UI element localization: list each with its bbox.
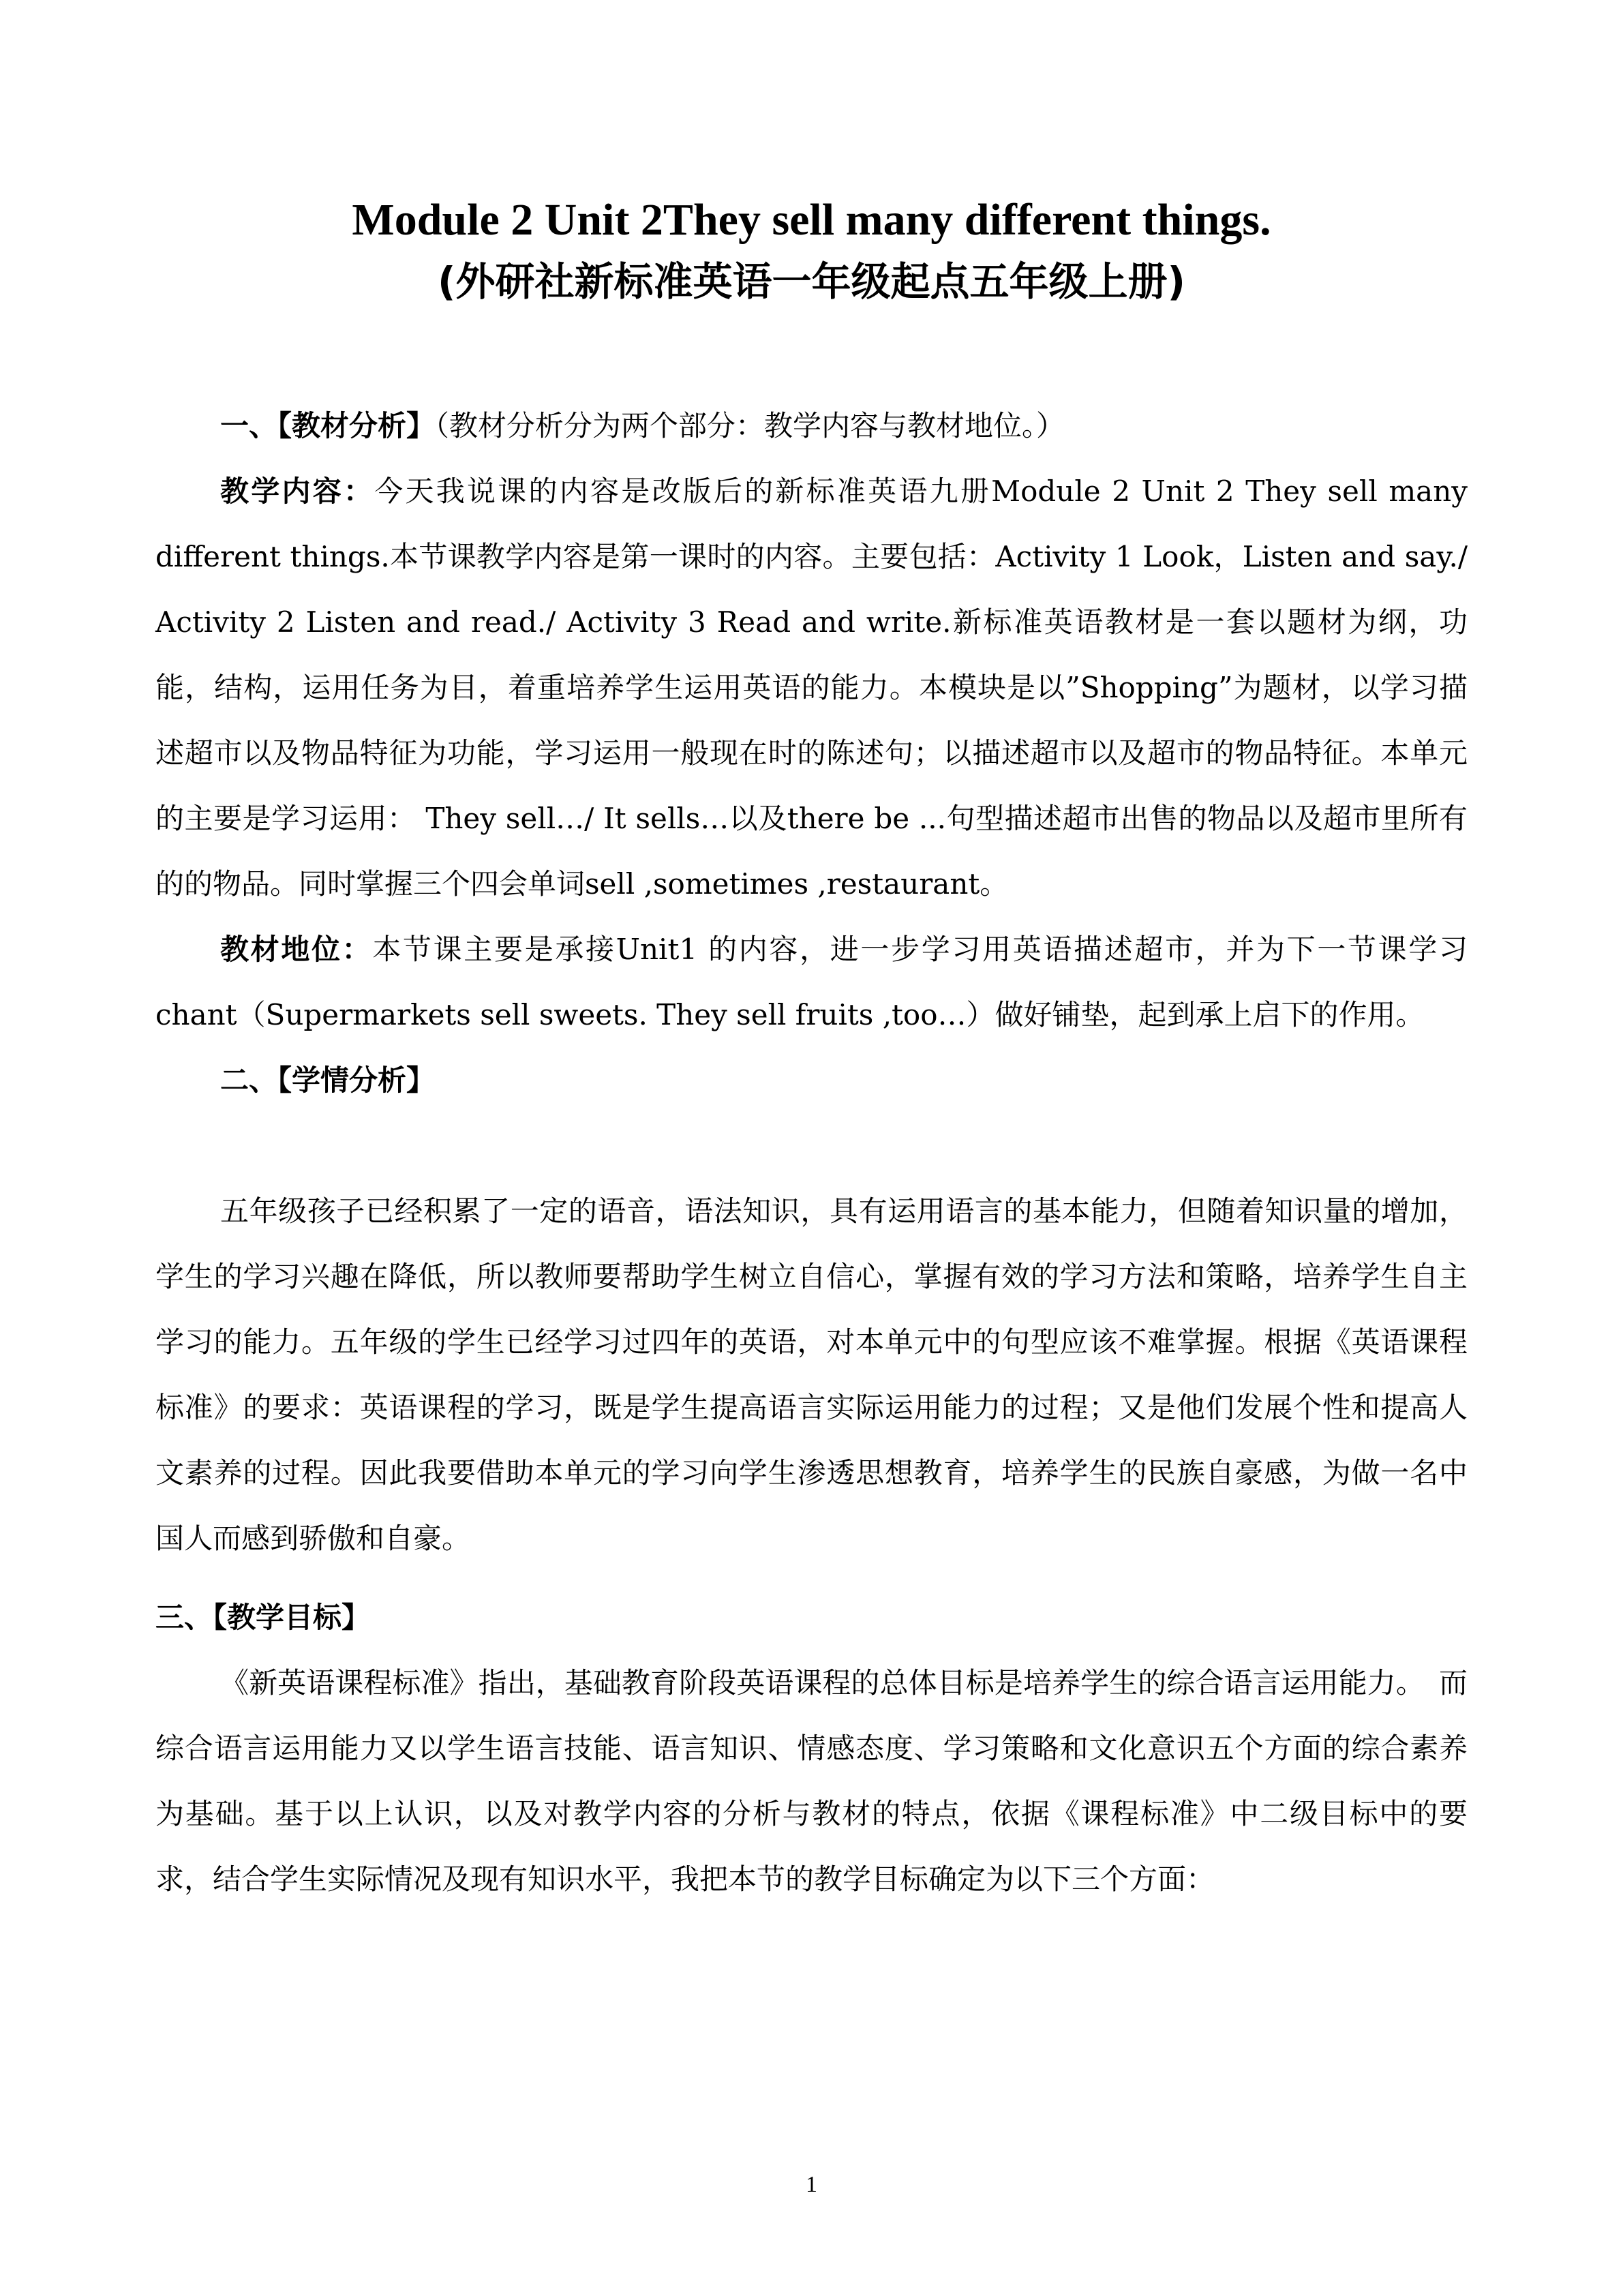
teaching-content-text: 今天我说课的内容是改版后的新标准英语九册Module 2 Unit 2 They sell many different things.本节课教学内容是第一课时的内容。主要包括：Activity 1 Look，Listen and say./ Activity 2 Listen and read./ Activity 3 Read and write.新标准英语教材是一套以题材为纲，功能，结构，运用任务为目，着重培养学生运用英语的能力。本模块是以”Shopping”为题材，以学习描述超市以及物品特征为功能，学习运用一般现在时的陈述句；以描述超市以及超市的物品特征。本单元的主要是学习运用： They sell…/ It sells…以及there be ...句型描述超市出售的物品以及超市里所有的的物品。同时掌握三个四会单词sell ,sometimes ,restaurant。 — [155, 474, 1468, 901]
student-analysis-paragraph: 五年级孩子已经积累了一定的语音，语法知识，具有运用语言的基本能力，但随着知识量的增加，学生的学习兴趣在降低，所以教师要帮助学生树立自信心，掌握有效的学习方法和策略，培养学生自主学习的能力。五年级的学生已经学习过四年的英语，对本单元中的句型应该不难掌握。根据《英语课程标准》的要求：英语课程的学习，既是学生提高语言实际运用能力的过程；又是他们发展个性和提高人文素养的过程。因此我要借助本单元的学习向学生渗透思想教育，培养学生的民族自豪感，为做一名中国人而感到骄傲和自豪。 — [155, 1194, 1468, 1555]
textbook-position-text: 本节课主要是承接Unit1 的内容，进一步学习用英语描述超市，并为下一节课学习chant（Supermarkets sell sweets. They sell fruits ,too…）做好铺垫，起到承上启下的作用。 — [155, 933, 1468, 1031]
document-body — [155, 393, 1468, 1912]
teaching-goals-paragraph: 《新英语课程标准》指出，基础教育阶段英语课程的总体目标是培养学生的综合语言运用能力。 而综合语言运用能力又以学生语言技能、语言知识、情感态度、学习策略和文化意识五个方面的综合素养为基础。基于以上认识，以及对教学内容的分析与教材的特点，依据《课程标准》中二级目标中的要求，结合学生实际情况及现有知识水平，我把本节的教学目标确定为以下三个方面： — [155, 1666, 1468, 1896]
section3-heading: 三、【教学目标】 — [155, 1601, 371, 1634]
section1-note: （教材分析分为两个部分：教学内容与教材地位。） — [435, 409, 1065, 442]
spacer — [155, 1113, 1468, 1179]
textbook-position-paragraph — [155, 917, 1468, 1048]
document-title-english: Module 2 Unit 2They sell many different things. — [352, 195, 1271, 245]
teaching-content-label: 教学内容： — [220, 474, 375, 508]
section2-heading: 二、【学情分析】 — [220, 1063, 436, 1097]
spacer — [155, 1571, 1468, 1585]
document-title-chinese: (外研社新标准英语一年级起点五年级上册) — [437, 258, 1186, 305]
section1-heading: 一、【教材分析】 — [220, 409, 436, 442]
page-number: 1 — [806, 2172, 817, 2197]
teaching-content-paragraph — [155, 459, 1468, 917]
section1-heading-line — [155, 393, 1468, 459]
textbook-position-label: 教材地位： — [220, 933, 373, 966]
